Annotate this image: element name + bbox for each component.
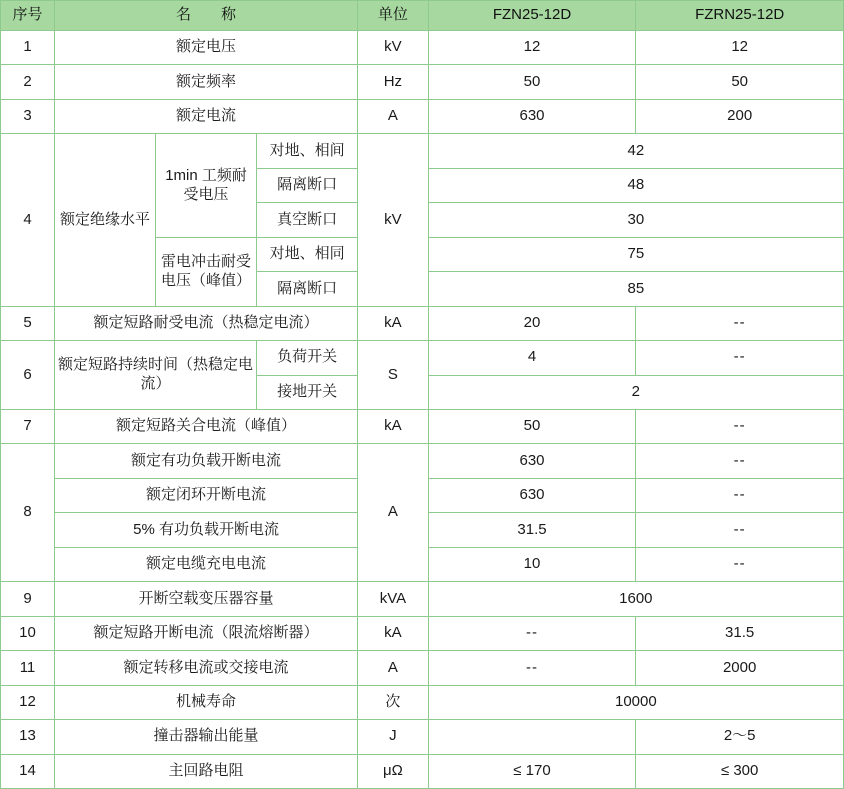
row-no: 14 bbox=[1, 754, 55, 788]
row-name: 主回路电阻 bbox=[54, 754, 357, 788]
row-no: 2 bbox=[1, 65, 55, 99]
row-unit: 次 bbox=[358, 685, 429, 719]
row-no: 10 bbox=[1, 616, 55, 650]
row-value-1: 630 bbox=[428, 444, 636, 478]
row-value-2: -- bbox=[636, 306, 844, 340]
row-name: 额定电压 bbox=[54, 31, 357, 65]
row-group-label: 额定绝缘水平 bbox=[54, 134, 155, 306]
row-no: 3 bbox=[1, 99, 55, 133]
table-row bbox=[1, 306, 844, 340]
row-subitem-label: 隔离断口 bbox=[257, 168, 358, 202]
row-name: 开断空载变压器容量 bbox=[54, 582, 357, 616]
row-name: 额定转移电流或交接电流 bbox=[54, 651, 357, 685]
row-value-span: 30 bbox=[428, 203, 843, 237]
table-row bbox=[1, 616, 844, 650]
row-value-span: 48 bbox=[428, 168, 843, 202]
table-row bbox=[1, 134, 844, 168]
row-unit: A bbox=[358, 651, 429, 685]
row-no: 5 bbox=[1, 306, 55, 340]
row-value-1: 10 bbox=[428, 547, 636, 581]
row-subitem-label: 真空断口 bbox=[257, 203, 358, 237]
table-row bbox=[1, 685, 844, 719]
row-value-span: 1600 bbox=[428, 582, 843, 616]
row-name: 机械寿命 bbox=[54, 685, 357, 719]
header-model-1: FZN25-12D bbox=[428, 1, 636, 31]
row-no: 13 bbox=[1, 720, 55, 754]
row-value-1: 20 bbox=[428, 306, 636, 340]
row-value-2: 31.5 bbox=[636, 616, 844, 650]
row-value-2: -- bbox=[636, 547, 844, 581]
row-value-2: -- bbox=[636, 513, 844, 547]
table-row bbox=[1, 31, 844, 65]
row-subgroup-label-1: 1min 工频耐受电压 bbox=[156, 134, 257, 237]
row-value-1: 4 bbox=[428, 341, 636, 375]
table-row bbox=[1, 409, 844, 443]
row-no: 6 bbox=[1, 341, 55, 410]
row-subitem-label: 额定电缆充电电流 bbox=[54, 547, 357, 581]
header-unit: 单位 bbox=[358, 1, 429, 31]
row-value-1: 630 bbox=[428, 99, 636, 133]
row-no: 4 bbox=[1, 134, 55, 306]
table-row bbox=[1, 651, 844, 685]
row-unit: kA bbox=[358, 409, 429, 443]
row-value-2: ≤ 300 bbox=[636, 754, 844, 788]
row-no: 9 bbox=[1, 582, 55, 616]
table-row bbox=[1, 754, 844, 788]
table-row bbox=[1, 341, 844, 375]
row-unit: A bbox=[358, 444, 429, 582]
row-value-2: -- bbox=[636, 444, 844, 478]
row-unit: kV bbox=[358, 134, 429, 306]
row-unit: Hz bbox=[358, 65, 429, 99]
row-value-1: 50 bbox=[428, 409, 636, 443]
table-header-row bbox=[1, 1, 844, 31]
row-value-1 bbox=[428, 720, 636, 754]
row-value-2: 50 bbox=[636, 65, 844, 99]
row-value-1: 50 bbox=[428, 65, 636, 99]
row-unit: μΩ bbox=[358, 754, 429, 788]
row-subitem-label: 5% 有功负载开断电流 bbox=[54, 513, 357, 547]
table-row bbox=[1, 582, 844, 616]
row-value-span: 2 bbox=[428, 375, 843, 409]
row-subitem-label: 隔离断口 bbox=[257, 272, 358, 306]
row-name: 撞击器输出能量 bbox=[54, 720, 357, 754]
row-value-2: -- bbox=[636, 409, 844, 443]
row-no: 1 bbox=[1, 31, 55, 65]
row-subitem-label: 对地、相间 bbox=[257, 134, 358, 168]
row-no: 8 bbox=[1, 444, 55, 582]
row-name: 额定电流 bbox=[54, 99, 357, 133]
row-name: 额定短路关合电流（峰值） bbox=[54, 409, 357, 443]
row-value-span: 85 bbox=[428, 272, 843, 306]
table-row bbox=[1, 444, 844, 478]
header-name: 名 称 bbox=[54, 1, 357, 31]
row-unit: kVA bbox=[358, 582, 429, 616]
row-unit: kA bbox=[358, 616, 429, 650]
row-value-2: -- bbox=[636, 341, 844, 375]
row-value-1: 31.5 bbox=[428, 513, 636, 547]
row-value-1: -- bbox=[428, 616, 636, 650]
row-unit: A bbox=[358, 99, 429, 133]
row-value-2: 12 bbox=[636, 31, 844, 65]
row-unit: S bbox=[358, 341, 429, 410]
row-subitem-label: 接地开关 bbox=[257, 375, 358, 409]
row-name: 额定短路耐受电流（热稳定电流） bbox=[54, 306, 357, 340]
row-subgroup-label-2: 雷电冲击耐受电压（峰值） bbox=[156, 237, 257, 306]
row-unit: kV bbox=[358, 31, 429, 65]
row-no: 12 bbox=[1, 685, 55, 719]
row-value-1: ≤ 170 bbox=[428, 754, 636, 788]
row-value-2: 2～5 bbox=[636, 720, 844, 754]
row-subitem-label: 额定闭环开断电流 bbox=[54, 478, 357, 512]
row-name: 额定短路开断电流（限流熔断器） bbox=[54, 616, 357, 650]
row-value-1: 12 bbox=[428, 31, 636, 65]
row-value-span: 10000 bbox=[428, 685, 843, 719]
row-value-1: 630 bbox=[428, 478, 636, 512]
row-name: 额定短路持续时间（热稳定电流） bbox=[54, 341, 256, 410]
row-name: 额定频率 bbox=[54, 65, 357, 99]
row-value-span: 75 bbox=[428, 237, 843, 271]
header-no: 序号 bbox=[1, 1, 55, 31]
table-row bbox=[1, 720, 844, 754]
row-value-1: -- bbox=[428, 651, 636, 685]
row-unit: kA bbox=[358, 306, 429, 340]
table-row bbox=[1, 65, 844, 99]
row-value-2: 2000 bbox=[636, 651, 844, 685]
row-unit: J bbox=[358, 720, 429, 754]
row-no: 11 bbox=[1, 651, 55, 685]
row-value-2: -- bbox=[636, 478, 844, 512]
row-subitem-label: 负荷开关 bbox=[257, 341, 358, 375]
header-model-2: FZRN25-12D bbox=[636, 1, 844, 31]
row-value-2: 200 bbox=[636, 99, 844, 133]
table-row bbox=[1, 99, 844, 133]
row-no: 7 bbox=[1, 409, 55, 443]
row-subitem-label: 额定有功负载开断电流 bbox=[54, 444, 357, 478]
row-subitem-label: 对地、相同 bbox=[257, 237, 358, 271]
row-value-span: 42 bbox=[428, 134, 843, 168]
